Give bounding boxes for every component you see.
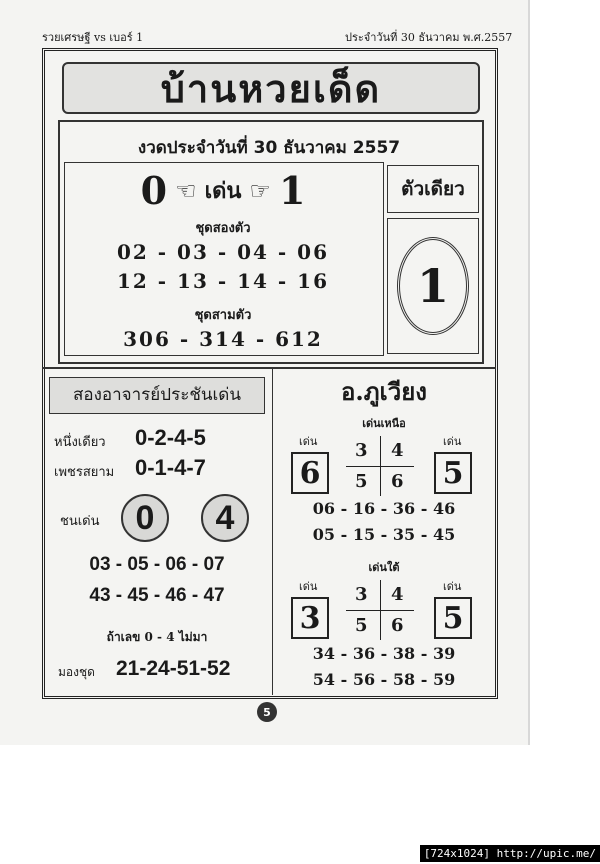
pair-row: 43 - 45 - 46 - 47 bbox=[89, 585, 225, 606]
grid-digit: 6 bbox=[391, 615, 404, 636]
header-date: ประจำวันที่ 30 ธันวาคม พ.ศ.2557 bbox=[345, 31, 513, 44]
side-label: เด่น bbox=[443, 435, 462, 448]
clash-label: ชนเด่น bbox=[60, 514, 100, 529]
divider bbox=[42, 367, 496, 369]
cross-line bbox=[380, 436, 381, 496]
lead-box: 5 bbox=[434, 597, 472, 639]
note: ถ้าเลข 0 - 4 ไม่มา bbox=[106, 630, 208, 644]
block-label: เด่นเหนือ bbox=[362, 417, 406, 430]
lead-label: เด่น bbox=[204, 179, 242, 204]
row-value: 0-1-4-7 bbox=[135, 455, 206, 480]
grid-digit: 5 bbox=[355, 615, 368, 636]
side-label: เด่น bbox=[299, 580, 318, 593]
three-digit-label: ชุดสามตัว bbox=[194, 308, 252, 323]
block-label: เด่นใต้ bbox=[368, 561, 400, 574]
grid-digit: 6 bbox=[391, 471, 404, 492]
grid-digit: 5 bbox=[355, 471, 368, 492]
grid-digit: 3 bbox=[355, 440, 368, 461]
single-label: ตัวเดียว bbox=[387, 165, 479, 213]
single-value: 1 bbox=[397, 237, 469, 335]
side-label: เด่น bbox=[299, 435, 318, 448]
grid-digit: 3 bbox=[355, 584, 368, 605]
page-title: บ้านหวยเด็ด bbox=[62, 62, 480, 114]
set-label: มองชุด bbox=[58, 665, 95, 679]
side-label: เด่น bbox=[443, 580, 462, 593]
lead-box: 6 bbox=[291, 452, 329, 494]
block-row: 54 - 56 - 58 - 59 bbox=[312, 670, 456, 689]
lead-left: 0 bbox=[140, 168, 168, 213]
row-label: เพชรสยาม bbox=[54, 465, 115, 480]
two-digit-label: ชุดสองตัว bbox=[195, 221, 251, 236]
grid-digit: 4 bbox=[391, 440, 404, 461]
lead-box: 5 bbox=[434, 452, 472, 494]
hand-pointing-left-icon: ☜ bbox=[175, 176, 197, 205]
draw-heading: งวดประจำวันที่ 30 ธันวาคม 2557 bbox=[137, 138, 401, 158]
watermark: [724x1024] http://upic.me/ bbox=[420, 845, 600, 862]
divider bbox=[272, 368, 273, 695]
clash-value: 0 bbox=[121, 494, 169, 542]
block-row: 05 - 15 - 35 - 45 bbox=[312, 525, 456, 544]
pair-row: 03 - 05 - 06 - 07 bbox=[89, 554, 225, 575]
two-digit-row: 12 - 13 - 14 - 16 bbox=[116, 269, 329, 293]
grid-digit: 4 bbox=[391, 584, 404, 605]
lead-row bbox=[64, 168, 382, 213]
block-row: 34 - 36 - 38 - 39 bbox=[312, 644, 456, 663]
two-digit-row: 02 - 03 - 04 - 06 bbox=[116, 240, 329, 264]
row-value: 0-2-4-5 bbox=[135, 425, 206, 450]
cross-line bbox=[380, 580, 381, 640]
single-box bbox=[387, 218, 479, 354]
set-value: 21-24-51-52 bbox=[116, 657, 231, 680]
right-panel-heading: อ.ภูเวียง bbox=[340, 377, 428, 406]
lead-right: 1 bbox=[278, 168, 306, 213]
block-row: 06 - 16 - 36 - 46 bbox=[312, 499, 456, 518]
three-digit-row: 306 - 314 - 612 bbox=[123, 327, 323, 351]
page-number: 5 bbox=[257, 702, 277, 722]
header-left: รวยเศรษฐี vs เบอร์ 1 bbox=[42, 31, 144, 44]
row-label: หนึ่งเดียว bbox=[54, 435, 106, 450]
hand-pointing-right-icon: ☞ bbox=[249, 176, 271, 205]
left-panel-heading: สองอาจารย์ประชันเด่น bbox=[49, 377, 265, 414]
clash-value: 4 bbox=[201, 494, 249, 542]
lead-box: 3 bbox=[291, 597, 329, 639]
